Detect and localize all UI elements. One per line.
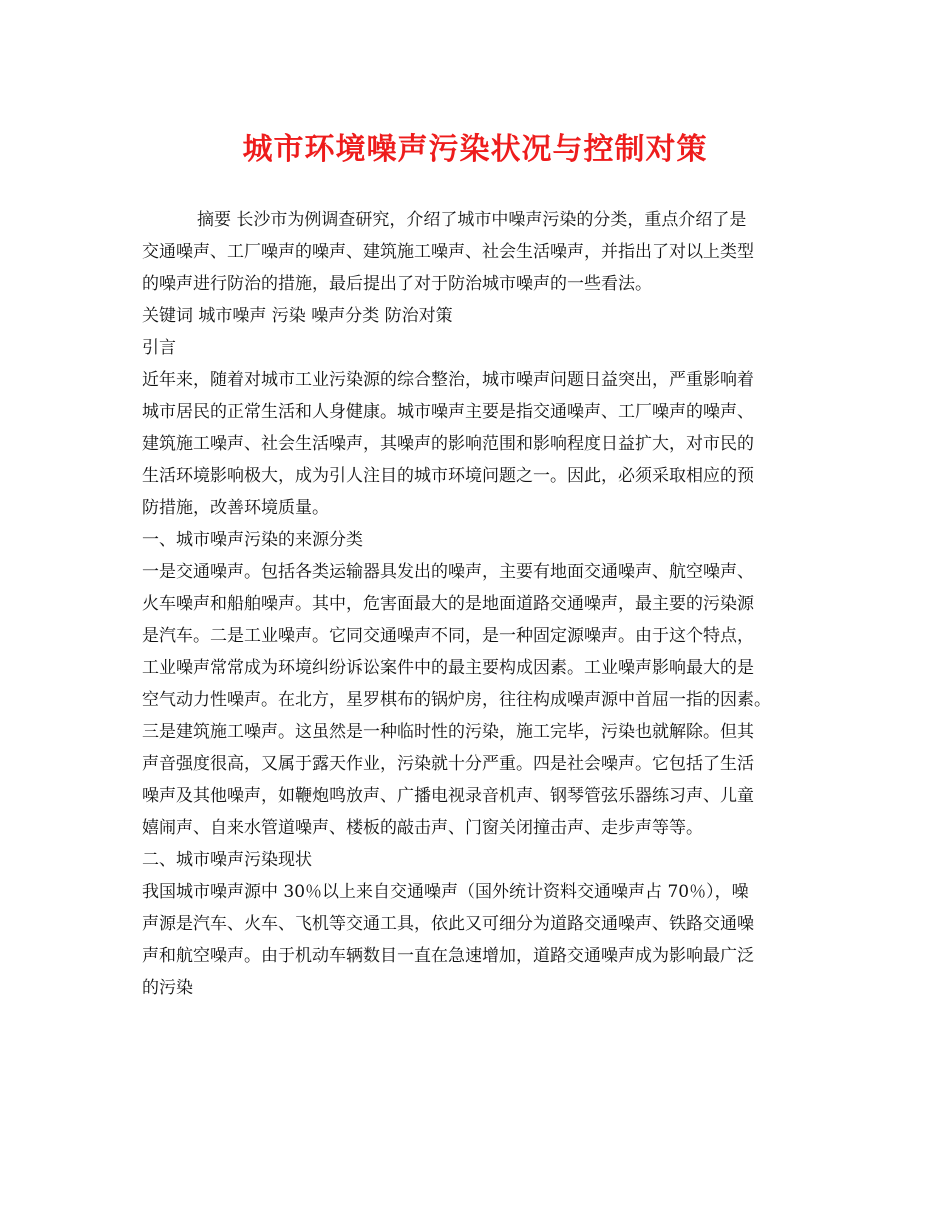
document-title: 城市环境噪声污染状况与控制对策 (242, 132, 708, 167)
section-1-line: 嬉闹声、自来水管道噪声、楼板的敲击声、门窗关闭撞击声、走步声等等。 (142, 818, 703, 838)
section-heading-2: 二、城市噪声污染现状 (142, 850, 312, 870)
abstract-line: 的噪声进行防治的措施，最后提出了对于防治城市噪声的一些看法。 (142, 274, 652, 294)
section-2-line: 我国城市噪声源中 30％以上来自交通噪声（国外统计资料交通噪声占 70％），噪 (142, 882, 749, 902)
keywords-line: 关键词 城市噪声 污染 噪声分类 防治对策 (142, 306, 453, 326)
section-2-line: 的污染 (142, 978, 193, 998)
intro-line: 建筑施工噪声、社会生活噪声，其噪声的影响范围和影响程度日益扩大，对市民的 (142, 434, 754, 454)
section-1-line: 噪声及其他噪声，如鞭炮鸣放声、广播电视录音机声、钢琴管弦乐器练习声、儿童 (142, 786, 754, 806)
section-heading-intro: 引言 (142, 338, 176, 358)
section-1-line: 火车噪声和船舶噪声。其中，危害面最大的是地面道路交通噪声，最主要的污染源 (142, 594, 754, 614)
section-2-line: 声源是汽车、火车、飞机等交通工具，依此又可细分为道路交通噪声、铁路交通噪 (142, 914, 754, 934)
section-1-line: 声音强度很高，又属于露天作业，污染就十分严重。四是社会噪声。它包括了生活 (142, 754, 754, 774)
section-1-line: 空气动力性噪声。在北方，星罗棋布的锅炉房，往往构成噪声源中首屈一指的因素。 (142, 690, 771, 710)
intro-line: 防措施，改善环境质量。 (142, 498, 329, 518)
section-2-line: 声和航空噪声。由于机动车辆数目一直在急速增加，道路交通噪声成为影响最广泛 (142, 946, 754, 966)
section-heading-1: 一、城市噪声污染的来源分类 (142, 530, 363, 550)
intro-line: 生活环境影响极大，成为引人注目的城市环境问题之一。因此，必须采取相应的预 (142, 466, 754, 486)
document-body (142, 204, 832, 1004)
intro-line: 城市居民的正常生活和人身健康。城市噪声主要是指交通噪声、工厂噪声的噪声、 (142, 402, 754, 422)
abstract-line: 交通噪声、工厂噪声的噪声、建筑施工噪声、社会生活噪声，并指出了对以上类型 (142, 242, 754, 262)
section-1-line: 一是交通噪声。包括各类运输器具发出的噪声，主要有地面交通噪声、航空噪声、 (142, 562, 754, 582)
section-1-line: 是汽车。二是工业噪声。它同交通噪声不同，是一种固定源噪声。由于这个特点， (142, 626, 754, 646)
intro-line: 近年来，随着对城市工业污染源的综合整治，城市噪声问题日益突出，严重影响着 (142, 370, 754, 390)
abstract-line: 摘要 长沙市为例调查研究，介绍了城市中噪声污染的分类，重点介绍了是 (197, 210, 747, 230)
section-1-line: 三是建筑施工噪声。这虽然是一种临时性的污染，施工完毕，污染也就解除。但其 (142, 722, 754, 742)
section-1-line: 工业噪声常常成为环境纠纷诉讼案件中的最主要构成因素。工业噪声影响最大的是 (142, 658, 754, 678)
